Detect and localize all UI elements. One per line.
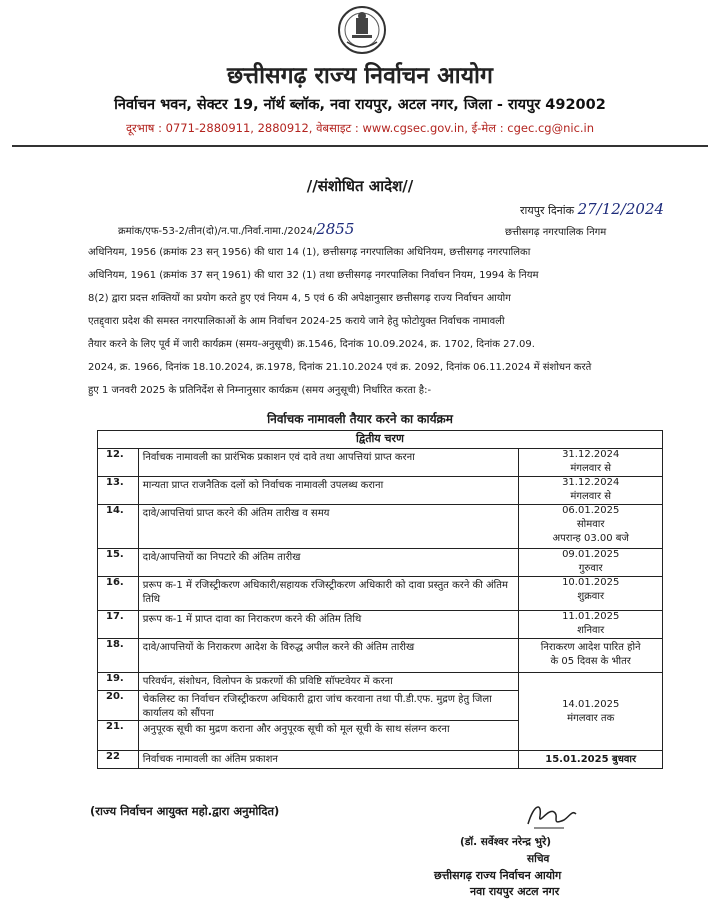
row-description: दावे/आपत्तियां प्राप्त करने की अंतिम तारीख व समय xyxy=(138,505,519,549)
row-number: 22 xyxy=(98,751,139,769)
signatory-name: (डॉ. सर्वेश्वर नरेन्द्र भुरे) xyxy=(460,836,552,848)
row-number: 12. xyxy=(98,449,139,477)
row-description: निर्वाचक नामावली का प्रारंभिक प्रकाशन एवं दावे तथा आपत्तियां प्राप्त करना xyxy=(138,449,519,477)
date-line-2: सोमवार xyxy=(576,519,605,530)
row-date xyxy=(519,577,663,611)
date-label: रायपुर दिनांक xyxy=(520,204,575,217)
order-heading: //संशोधित आदेश// xyxy=(306,177,414,195)
date-line-1: 06.01.2025 xyxy=(562,505,620,516)
table-row xyxy=(98,751,663,769)
date-line-2: मंगलवार से xyxy=(570,491,611,502)
row-date: 15.01.2025 बुधवार xyxy=(519,751,663,769)
row-number: 20. xyxy=(98,691,139,721)
row-number: 19. xyxy=(98,673,139,691)
row-description: प्ररूप क-1 में रजिस्ट्रीकरण अधिकारी/सहायक रजिस्ट्रीकरण अधिकारी को दावा प्रस्तुत करने की अंतिम तिथि xyxy=(138,577,519,611)
org-title: छत्तीसगढ़ राज्य निर्वाचन आयोग xyxy=(227,62,493,89)
ref-prefix: क्रमांक/एफ-53-2/तीन(दो)/न.पा./निर्वा.नामा./2024/ xyxy=(118,226,317,237)
table-row xyxy=(98,505,663,549)
row-description: निर्वाचक नामावली का अंतिम प्रकाशन xyxy=(138,751,519,769)
body-line: 8(2) द्वारा प्रदत्त शक्तियों का प्रयोग करते हुए एवं नियम 4, 5 एवं 6 की अपेक्षानुसार छत्तीसगढ़ राज्य निर्वाचन आयोग xyxy=(88,293,511,304)
header-divider xyxy=(12,145,708,147)
date-line-2: गुरुवार xyxy=(578,563,603,574)
table-row xyxy=(98,449,663,477)
signatory-designation: सचिव xyxy=(527,853,550,865)
signature-mark xyxy=(520,798,580,834)
row-date xyxy=(519,611,663,639)
table-row xyxy=(98,611,663,639)
approval-note: (राज्य निर्वाचन आयुक्त महो.द्वारा अनुमोदित) xyxy=(90,804,280,818)
row-description: चेकलिस्ट का निर्वाचन रजिस्ट्रीकरण अधिकारी द्वारा जांच करवाना तथा पी.डी.एफ. मुद्रण हेतु जिला कार्यालय को सौंपना xyxy=(138,691,519,721)
row-description: प्ररूप क-1 में प्राप्त दावा का निराकरण करने की अंतिम तिथि xyxy=(138,611,519,639)
date-line-1: 31.12.2024 xyxy=(562,477,620,488)
date-line-2: मंगलवार तक xyxy=(567,713,615,724)
row-date xyxy=(519,549,663,577)
row-number: 18. xyxy=(98,639,139,673)
phase-header-row xyxy=(98,431,663,449)
office-address: निर्वाचन भवन, सेक्टर 19, नॉर्थ ब्लॉक, नवा रायपुर, अटल नगर, जिला - रायपुर 492002 xyxy=(114,97,606,113)
date-value: 27/12/2024 xyxy=(577,200,665,218)
signatory-place: नवा रायपुर अटल नगर xyxy=(470,885,560,898)
date-line-2: शनिवार xyxy=(577,625,605,636)
body-line: अधिनियम, 1956 (क्रमांक 23 सन् 1956) की धारा 14 (1), छत्तीसगढ़ नगरपालिका अधिनियम, छत्तीसगढ़ नगरपालिका xyxy=(88,247,531,258)
signatory-organization: छत्तीसगढ़ राज्य निर्वाचन आयोग xyxy=(434,869,562,882)
body-line: एतद्द्वारा प्रदेश की समस्त नगरपालिकाओं के आम निर्वाचन 2024-25 कराये जाने हेतु फोटोयुक्त निर्वाचक नामावली xyxy=(88,316,505,327)
body-line: तैयार करने के लिए पूर्व में जारी कार्यक्रम (समय-अनुसूची) क्र.1546, दिनांक 10.09.2024, क्र. 1702, दिनांक 27.09. xyxy=(88,339,535,350)
schedule-title: निर्वाचक नामावली तैयार करने का कार्यक्रम xyxy=(267,412,453,426)
order-reference xyxy=(118,220,354,238)
row-number: 15. xyxy=(98,549,139,577)
row-number: 21. xyxy=(98,721,139,751)
date-line-1: निराकरण आदेश पारित होने xyxy=(540,642,641,653)
date-line-1: 10.01.2025 xyxy=(562,577,620,588)
table-row xyxy=(98,549,663,577)
row-description: अनुपूरक सूची का मुद्रण कराना और अनुपूरक सूची को मूल सूची के साथ संलग्न करना xyxy=(138,721,519,751)
row-description: मान्यता प्राप्त राजनैतिक दलों को निर्वाचक नामावली उपलब्ध कराना xyxy=(138,477,519,505)
table-row xyxy=(98,577,663,611)
contact-info: दूरभाष : 0771-2880911, 2880912, वेबसाइट : www.cgsec.gov.in, ई-मेल : cgec.cg@nic.in xyxy=(125,121,595,135)
date-line-1: 09.01.2025 xyxy=(562,549,620,560)
date-line-2: मंगलवार से xyxy=(570,463,611,474)
row-number: 14. xyxy=(98,505,139,549)
merged-date-cell xyxy=(519,673,663,751)
body-line: अधिनियम, 1961 (क्रमांक 37 सन् 1961) की धारा 32 (1) तथा छत्तीसगढ़ नगरपालिका निर्वाचन नियम, 1994 के नियम xyxy=(88,270,539,281)
row-date xyxy=(519,505,663,549)
row-description: दावे/आपत्तियों का निपटारे की अंतिम तारीख xyxy=(138,549,519,577)
ref-tail: छत्तीसगढ़ नगरपालिक निगम xyxy=(505,227,607,238)
row-description: परिवर्धन, संशोधन, विलोपन के प्रकरणों की प्रविष्टि सॉफ्टवेयर में करना xyxy=(138,673,519,691)
row-date xyxy=(519,477,663,505)
table-row xyxy=(98,477,663,505)
date-line-1: 11.01.2025 xyxy=(562,611,620,622)
body-line: हुए 1 जनवरी 2025 के प्रतिनिर्देश से निम्नानुसार कार्यक्रम (समय अनुसूची) निर्धारित करता है:- xyxy=(88,385,432,396)
phase-header: द्वितीय चरण xyxy=(98,431,663,449)
row-number: 16. xyxy=(98,577,139,611)
date-line-2: के 05 दिवस के भीतर xyxy=(550,656,631,667)
body-line: 2024, क्र. 1966, दिनांक 18.10.2024, क्र.1978, दिनांक 21.10.2024 एवं क्र. 2092, दिनांक 06.11.2024 में संशोधन करते xyxy=(88,362,592,373)
row-number: 17. xyxy=(98,611,139,639)
date-line-1: 31.12.2024 xyxy=(562,449,620,460)
state-emblem-icon xyxy=(337,4,387,56)
table-row xyxy=(98,639,663,673)
date-line-1: 14.01.2025 xyxy=(562,699,620,710)
date-line-2: शुक्रवार xyxy=(577,591,605,602)
row-description: दावे/आपत्तियों के निराकरण आदेश के विरुद्ध अपील करने की अंतिम तारीख xyxy=(138,639,519,673)
row-date xyxy=(519,449,663,477)
ref-number: 2855 xyxy=(316,220,355,238)
row-number: 13. xyxy=(98,477,139,505)
table-row xyxy=(98,673,663,691)
schedule-table xyxy=(97,430,663,769)
row-date xyxy=(519,639,663,673)
order-date xyxy=(520,200,664,218)
date-line-3: अपरान्ह 03.00 बजे xyxy=(552,533,629,544)
